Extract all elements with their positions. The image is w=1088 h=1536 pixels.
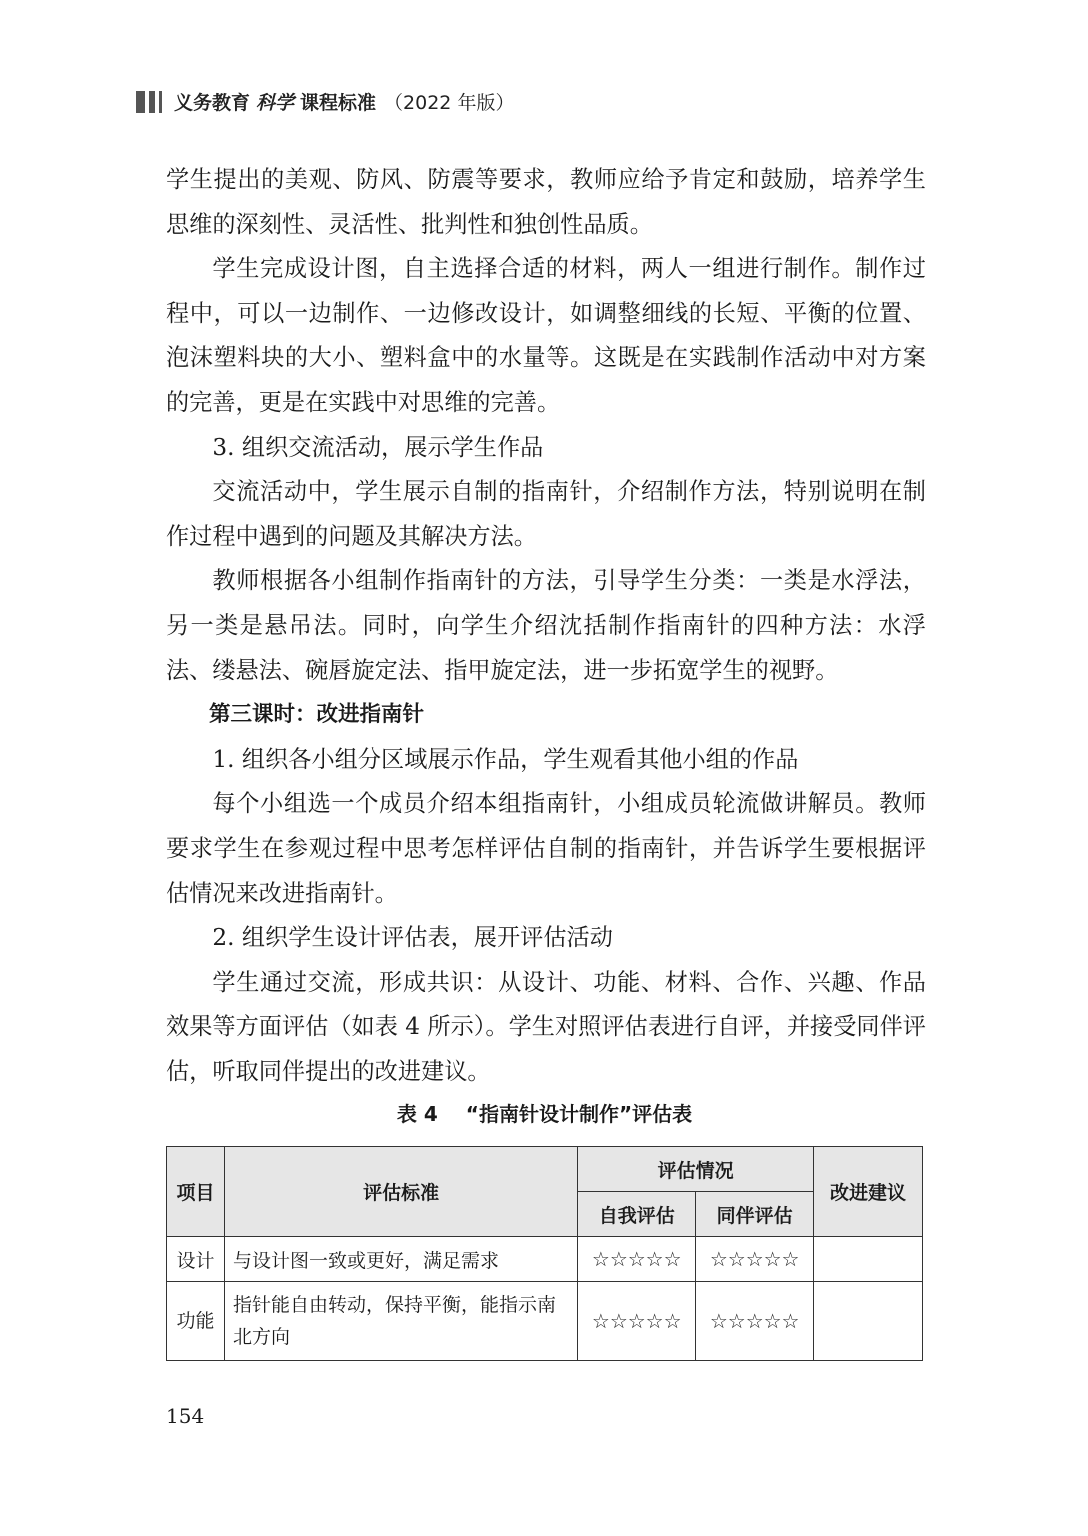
row-item: 设计: [167, 1237, 225, 1282]
header-bars-icon: [136, 91, 162, 113]
header-subject: 科学: [256, 92, 295, 114]
paragraph: 学生通过交流，形成共识：从设计、功能、材料、合作、兴趣、作品效果等方面评估（如表 4 所示）。学生对照评估表进行自评，并接受同伴评估，听取同伴提出的改进建议。: [166, 968, 926, 1085]
row-self-rating: ☆☆☆☆☆: [578, 1237, 696, 1282]
row-suggestion: [814, 1237, 923, 1282]
header-status: 评估情况: [578, 1147, 814, 1192]
body-text: [166, 158, 926, 1094]
header-self: 自我评估: [578, 1192, 696, 1237]
table-caption-title: “指南针设计制作”评估表: [465, 1102, 693, 1126]
running-header: [136, 88, 514, 115]
header-edition: （2022 年版）: [384, 92, 515, 114]
header-criteria: 评估标准: [224, 1147, 577, 1237]
paragraph: 2. 组织学生设计评估表，展开评估活动: [212, 924, 613, 952]
header-series: 义务教育: [174, 92, 251, 114]
paragraph: 教师根据各小组制作指南针的方法，引导学生分类：一类是水浮法，另一类是悬吊法。同时，向学生介绍沈括制作指南针的四种方法：水浮法、缕悬法、碗唇旋定法、指甲旋定法，进一步拓宽学生的视野。: [166, 567, 926, 684]
header-peer: 同伴评估: [696, 1192, 814, 1237]
row-item: 功能: [167, 1282, 225, 1361]
evaluation-table: [166, 1146, 923, 1361]
section-heading: 第三课时：改进指南针: [209, 702, 425, 728]
table-caption-number: 表 4: [396, 1102, 438, 1126]
paragraph: 每个小组选一个成员介绍本组指南针，小组成员轮流做讲解员。教师要求学生在参观过程中思考怎样评估自制的指南针，并告诉学生要根据评估情况来改进指南针。: [166, 790, 926, 907]
table-caption: [166, 1098, 923, 1127]
paragraph: 3. 组织交流活动，展示学生作品: [212, 433, 544, 461]
row-suggestion: [814, 1282, 923, 1361]
paragraph: 学生提出的美观、防风、防震等要求，教师应给予肯定和鼓励，培养学生思维的深刻性、灵活性、批判性和独创性品质。: [166, 166, 926, 238]
table-row: [167, 1282, 923, 1361]
table-row: [167, 1237, 923, 1282]
header-suggestion: 改进建议: [814, 1147, 923, 1237]
row-peer-rating: ☆☆☆☆☆: [696, 1282, 814, 1361]
row-criteria: 与设计图一致或更好，满足需求: [224, 1237, 577, 1282]
row-peer-rating: ☆☆☆☆☆: [696, 1237, 814, 1282]
header-item: 项目: [167, 1147, 225, 1237]
paragraph: 交流活动中，学生展示自制的指南针，介绍制作方法，特别说明在制作过程中遇到的问题及其解决方法。: [166, 478, 926, 550]
page-number: 154: [166, 1404, 205, 1428]
header-title: 课程标准: [300, 92, 377, 114]
paragraph: 1. 组织各小组分区域展示作品，学生观看其他小组的作品: [212, 745, 799, 773]
row-criteria: 指针能自由转动，保持平衡，能指示南北方向: [224, 1282, 577, 1361]
row-self-rating: ☆☆☆☆☆: [578, 1282, 696, 1361]
paragraph: 学生完成设计图，自主选择合适的材料，两人一组进行制作。制作过程中，可以一边制作、一边修改设计，如调整细线的长短、平衡的位置、泡沫塑料块的大小、塑料盒中的水量等。这既是在实践制作活动中对方案的完善，更是在实践中对思维的完善。: [166, 255, 926, 416]
